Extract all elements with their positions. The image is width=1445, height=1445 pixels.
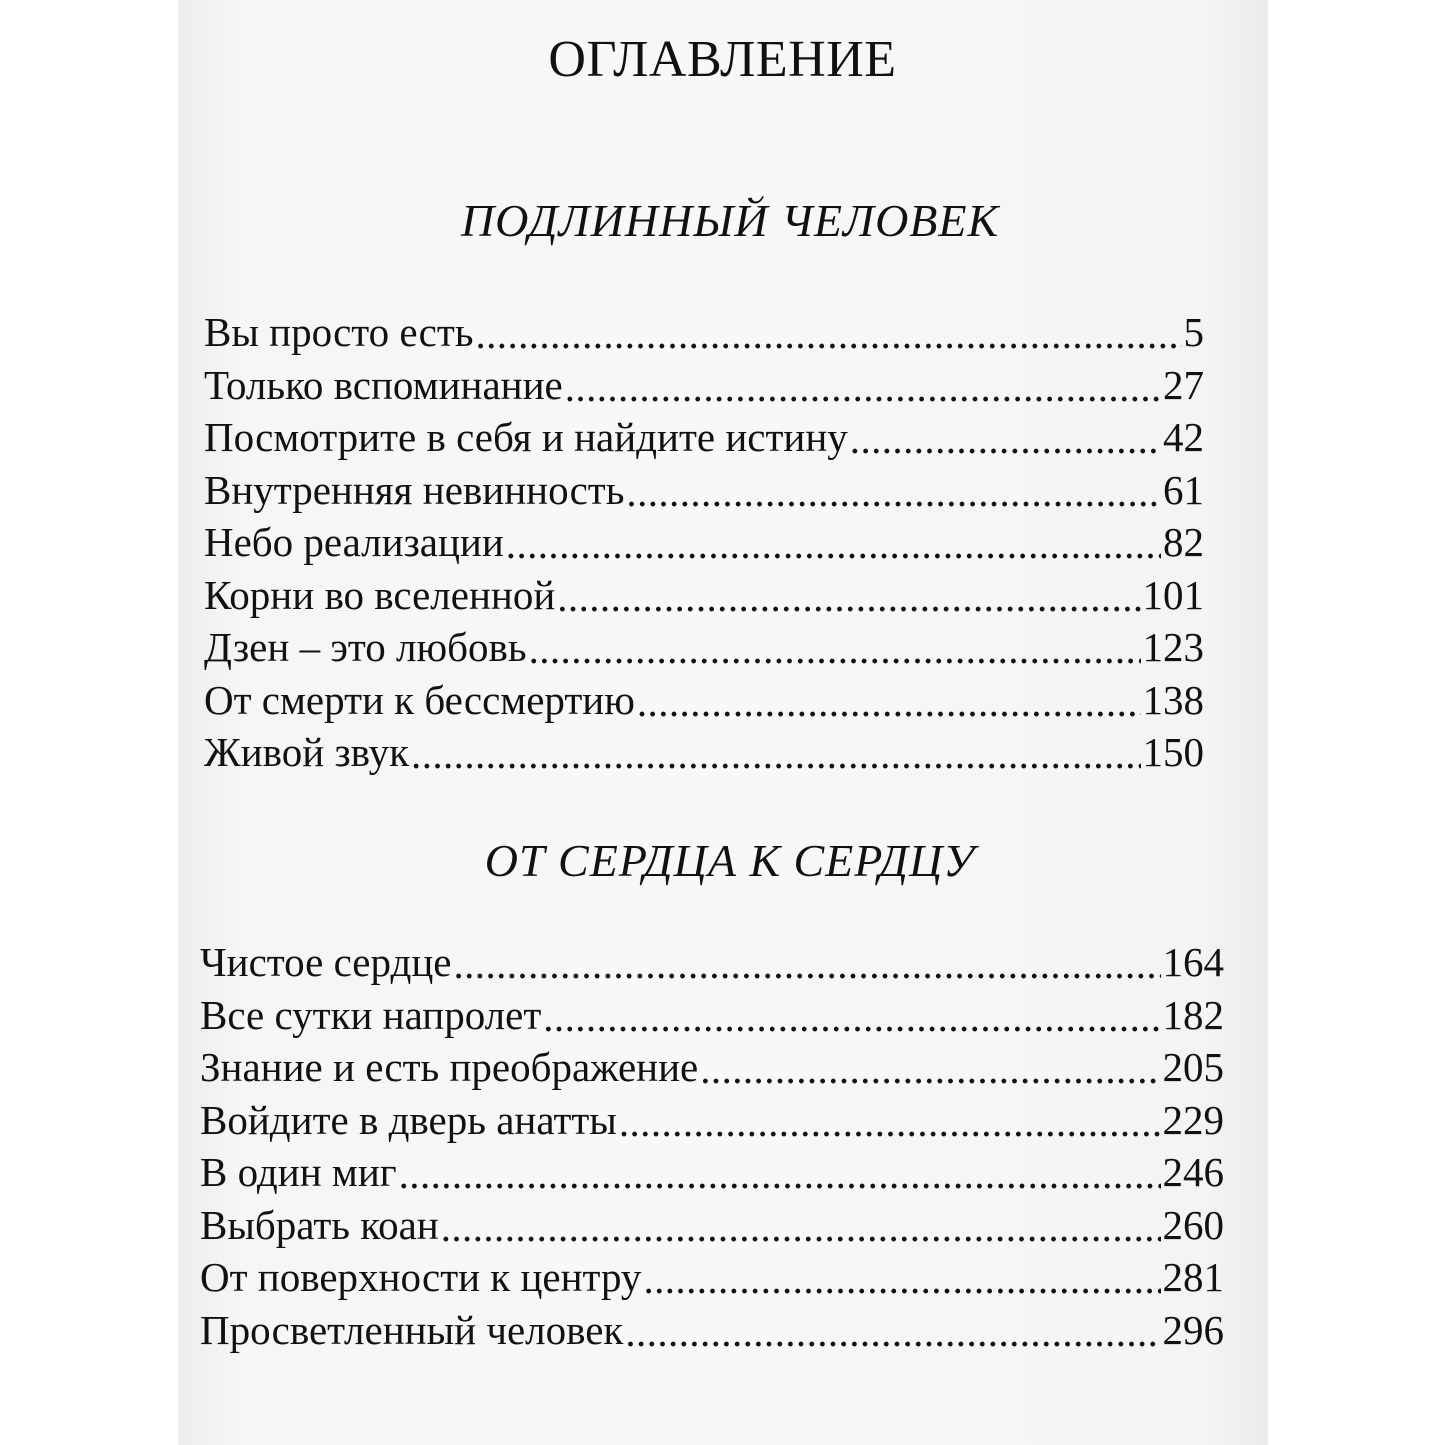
toc-entry-title: Вы просто есть	[204, 309, 474, 355]
dot-leader	[557, 577, 1140, 618]
toc-entry	[204, 621, 1204, 674]
toc-entry-title: Корни во вселенной	[204, 571, 556, 618]
toc-entry-page: 296	[1162, 1306, 1224, 1353]
toc-entry-page: 164	[1162, 939, 1224, 985]
toc-entry-page: 123	[1142, 624, 1204, 670]
toc-entry	[200, 1041, 1224, 1094]
toc-entry	[204, 411, 1204, 464]
dot-leader	[529, 629, 1141, 670]
toc-entry	[204, 306, 1204, 359]
toc-entry-title: Дзен – это любовь	[204, 624, 527, 670]
toc-entry-page: 246	[1162, 1149, 1224, 1195]
toc-entry	[200, 1094, 1224, 1147]
toc-entry-title: Войдите в дверь анатты	[200, 1096, 617, 1143]
dot-leader	[637, 682, 1141, 723]
dot-leader	[619, 1102, 1161, 1143]
toc-entry-title: От смерти к бессмертию	[204, 676, 635, 723]
toc-entry	[204, 464, 1204, 517]
toc-entry	[200, 1199, 1224, 1252]
section-title-2: ОТ СЕРДЦА К СЕРДЦУ	[484, 835, 976, 886]
toc-entry-page: 150	[1142, 729, 1204, 775]
toc-entry	[204, 569, 1204, 622]
toc-list-section-2	[200, 936, 1224, 1356]
toc-entry-page: 42	[1163, 414, 1204, 460]
toc-entry	[200, 989, 1224, 1042]
toc-entry-title: Знание и есть преображение	[200, 1044, 699, 1090]
dot-leader	[850, 419, 1161, 460]
dot-leader	[626, 472, 1161, 513]
toc-entry-page: 229	[1162, 1096, 1224, 1143]
toc-entry-title: Чистое сердце	[200, 939, 452, 985]
toc-entry-title: Живой звук	[204, 729, 410, 775]
toc-entry-title: Посмотрите в себя и найдите истину	[204, 414, 848, 460]
toc-entry	[200, 1251, 1224, 1304]
toc-entry-page: 138	[1142, 676, 1204, 723]
toc-entry-page: 5	[1183, 309, 1204, 355]
section-title-1: ПОДЛИННЫЙ ЧЕЛОВЕК	[460, 195, 1000, 246]
toc-entry-page: 281	[1162, 1254, 1224, 1300]
toc-entry-title: Внутренняя невинность	[204, 466, 625, 513]
toc-list-section-1	[204, 306, 1204, 779]
dot-leader	[700, 1049, 1160, 1090]
dot-leader	[453, 944, 1160, 985]
dot-leader	[506, 524, 1161, 565]
toc-entry	[200, 936, 1224, 989]
page-title: ОГЛАВЛЕНИЕ	[548, 31, 897, 88]
dot-leader	[411, 734, 1140, 775]
dot-leader	[399, 1154, 1161, 1195]
toc-entry	[204, 359, 1204, 412]
toc-entry-page: 27	[1163, 361, 1204, 408]
toc-entry-title: Только вспоминание	[204, 361, 563, 408]
toc-entry	[204, 726, 1204, 779]
dot-leader	[643, 1259, 1160, 1300]
toc-entry-title: Небо реализации	[204, 519, 504, 565]
toc-entry-page: 82	[1163, 519, 1204, 565]
dot-leader	[565, 367, 1161, 408]
toc-entry	[204, 516, 1204, 569]
toc-entry-title: От поверхности к центру	[200, 1254, 642, 1300]
toc-entry-page: 61	[1163, 466, 1204, 513]
dot-leader	[543, 997, 1160, 1038]
dot-leader	[625, 1312, 1160, 1353]
toc-entry-title: Просветленный человек	[200, 1306, 624, 1353]
toc-entry-page: 101	[1142, 571, 1204, 618]
toc-entry-page: 260	[1162, 1201, 1224, 1248]
toc-entry-page: 182	[1162, 991, 1224, 1038]
toc-entry-title: Выбрать коан	[200, 1201, 439, 1248]
toc-entry	[200, 1146, 1224, 1199]
toc-entry-title: В один миг	[200, 1149, 397, 1195]
toc-entry	[204, 674, 1204, 727]
toc-entry-title: Все сутки напролет	[200, 991, 542, 1038]
toc-entry	[200, 1304, 1224, 1357]
toc-entry-page: 205	[1162, 1044, 1224, 1090]
dot-leader	[441, 1207, 1161, 1248]
dot-leader	[475, 314, 1181, 355]
